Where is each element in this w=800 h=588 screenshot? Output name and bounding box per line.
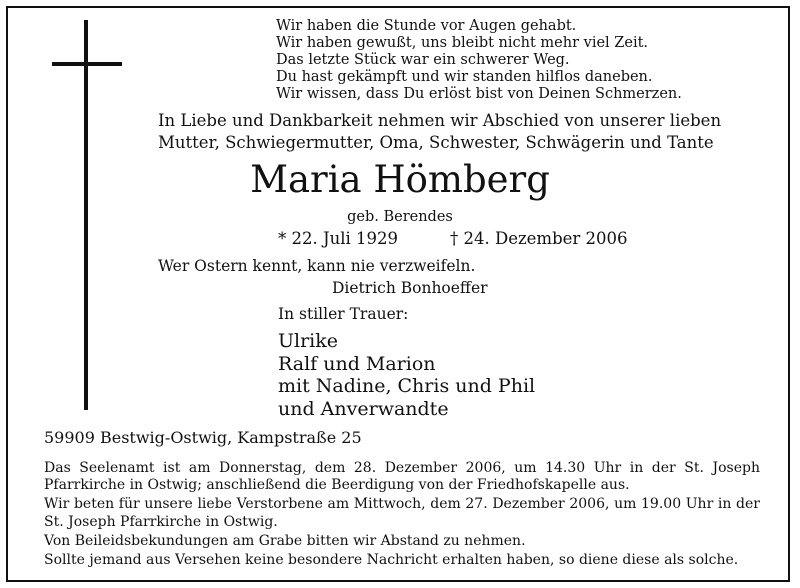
mourner-line: mit Nadine, Chris und Phil [278,375,536,397]
maiden-name: geb. Berendes [347,209,453,225]
poem-line: Wir haben gewußt, uns bleibt nicht mehr viel Zeit. [276,35,649,51]
note-paragraph: Sollte jemand aus Versehen keine besondere Nachricht erhalten haben, so diene diese als solche. [44,552,739,569]
poem [276,18,682,103]
deceased-name: Maria Hömberg [250,158,550,201]
cross-horizontal-bar [52,62,122,66]
mourner-line: Ralf und Marion [278,352,436,375]
intro-line: Mutter, Schwiegermutter, Oma, Schwester, Schwägerin und Tante [158,133,714,152]
mourning-label: In stiller Trauer: [278,305,409,323]
note-paragraph: Wir beten für unsere liebe Verstorbene am Mittwoch, dem 27. Dezember 2006, um 19.00 Uhr in der St. Joseph Pfarrkirche in Ostwig. [44,496,760,530]
poem-line: Wir haben die Stunde vor Augen gehabt. [276,18,577,34]
mourner-line: Ulrike [278,330,339,352]
quote-author: Dietrich Bonhoeffer [332,279,488,297]
poem-line: Das letzte Stück war ein schwerer Weg. [276,52,570,68]
birth-date: * 22. Juli 1929 [278,229,399,248]
poem-line: Wir wissen, dass Du erlöst bist von Deinen Schmerzen. [276,86,682,102]
death-date: † 24. Dezember 2006 [450,229,628,248]
note-paragraph: Von Beileidsbekundungen am Grabe bitten wir Abstand zu nehmen. [44,532,526,549]
service-notes [44,460,760,569]
poem-line: Du hast gekämpft und wir standen hilflos daneben. [276,69,653,85]
note-paragraph: Das Seelenamt ist am Donnerstag, dem 28. Dezember 2006, um 14.30 Uhr in der St. Joseph Pfarrkirche in Ostwig; anschließend die Beerdigung von der Friedhofskapelle aus. [44,460,760,494]
quote-text: Wer Ostern kennt, kann nie verzweifeln. [158,257,476,275]
mourner-line: und Anverwandte [278,397,449,420]
address: 59909 Bestwig-Ostwig, Kampstraße 25 [44,428,362,447]
intro-text [158,110,721,154]
mourners-list [278,330,535,420]
intro-line: In Liebe und Dankbarkeit nehmen wir Abschied von unserer lieben [158,111,722,130]
